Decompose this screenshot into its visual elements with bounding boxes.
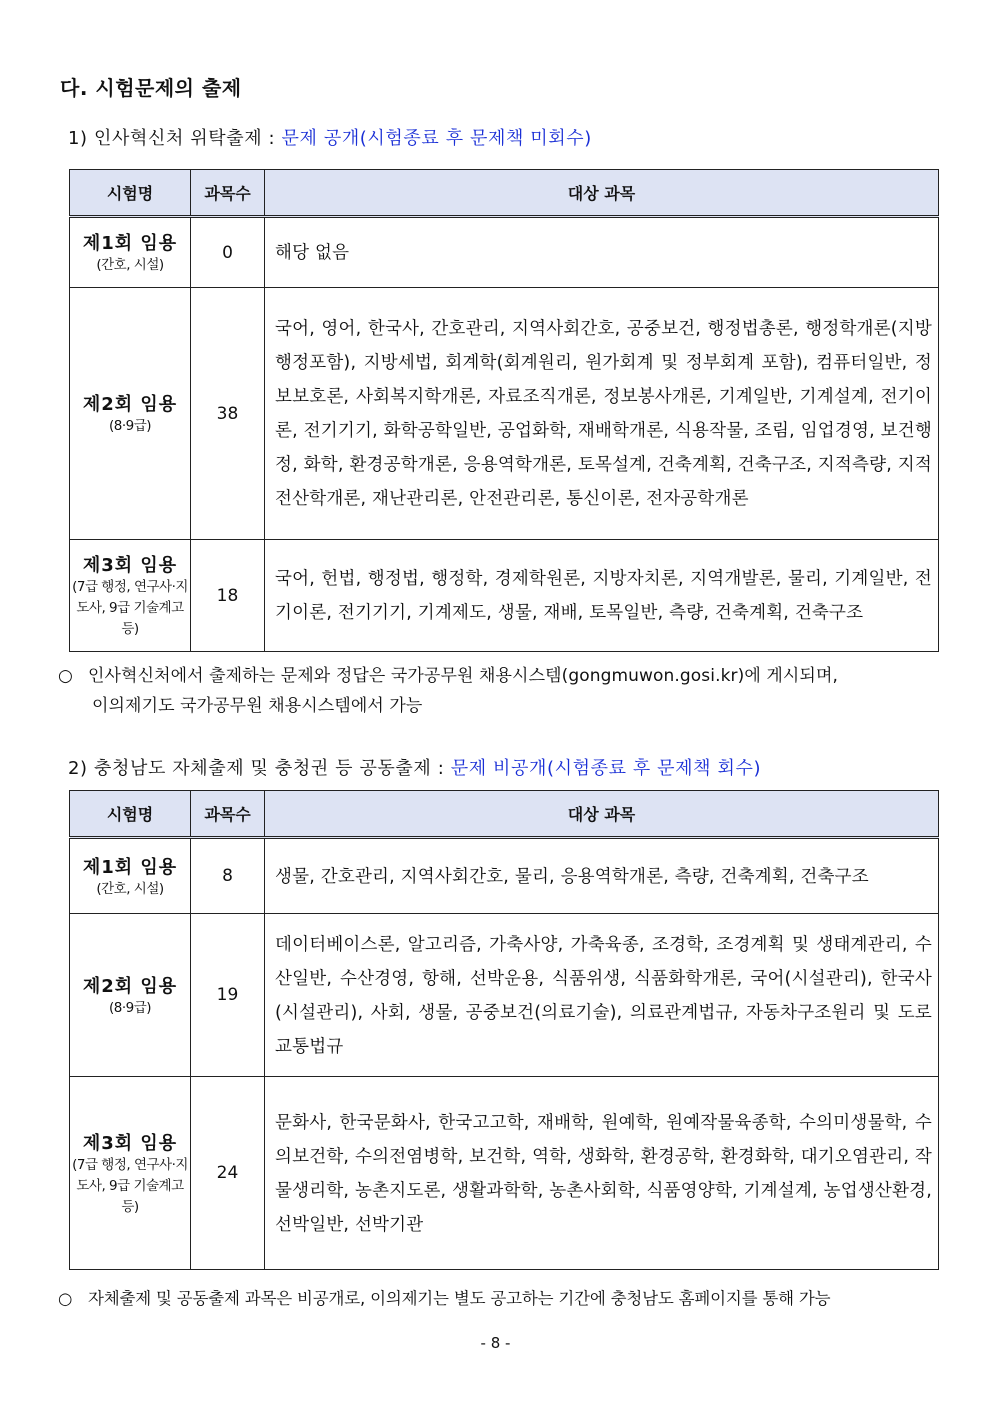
subject-count: 18 (191, 540, 265, 652)
section-title: 다. 시험문제의 출제 (60, 76, 242, 100)
table-row (70, 288, 939, 540)
exam-name: 제3회 임용 (82, 555, 178, 576)
subject-count: 8 (191, 838, 265, 914)
exam-name-cell (70, 1077, 191, 1270)
header-exam-name: 시험명 (70, 170, 191, 217)
part1-prefix: 1) 인사혁신처 위탁출제 : (68, 128, 282, 149)
table-row (70, 1077, 939, 1270)
exam-category: (7급 행정, 연구사·지도사, 9급 기술계고 등) (72, 1156, 188, 1215)
bullet-circle-icon: ○ (58, 1289, 73, 1308)
part1-highlight: 문제 공개(시험종료 후 문제책 미회수) (281, 128, 592, 149)
exam-name-cell (70, 540, 191, 652)
subject-list: 문화사, 한국문화사, 한국고고학, 재배학, 원예학, 원예작물육종학, 수의미생물학, 수의보건학, 수의전염병학, 보건학, 역학, 생화학, 환경공학, 환경화학, 대기오염관리, 작물생리학, 농촌지도론, 생활과학학, 농촌사회학, 식품영양학, 기계설계, 농업생산환경, 선박일반, 선박기관 (265, 1077, 939, 1270)
exam-name: 제1회 임용 (82, 233, 178, 254)
part2-heading (68, 754, 761, 780)
header-subjects: 대상 과목 (265, 170, 939, 217)
subject-list: 국어, 영어, 한국사, 간호관리, 지역사회간호, 공중보건, 행정법총론, 행정학개론(지방행정포함), 지방세법, 회계학(회계원리, 원가회계 및 정부회계 포함), 컴퓨터일반, 정보보호론, 사회복지학개론, 자료조직개론, 정보봉사개론, 기계일반, 기계설계, 전기이론, 전기기기, 화학공학일반, 공업화학, 재배학개론, 식용작물, 조림, 임업경영, 보건행정, 화학, 환경공학개론, 응용역학개론, 토목설계, 건축계획, 건축구조, 지적측량, 지적전산학개론, 재난관리론, 안전관리론, 통신이론, 전자공학개론 (265, 288, 939, 540)
exam-name: 제2회 임용 (82, 394, 178, 415)
table-header-row (70, 791, 939, 838)
subject-list: 데이터베이스론, 알고리즘, 가축사양, 가축육종, 조경학, 조경계획 및 생태계관리, 수산일반, 수산경영, 항해, 선박운용, 식품위생, 식품화학개론, 국어(시설관리), 한국사(시설관리), 사회, 생물, 공중보건(의료기술), 의료관계법규, 자동차구조원리 및 도로교통법규 (265, 914, 939, 1077)
note-line-1: 자체출제 및 공동출제 과목은 비공개로, 이의제기는 별도 공고하는 기간에 충청남도 홈페이지를 통해 가능 (88, 1289, 831, 1308)
exam-name: 제3회 임용 (82, 1132, 178, 1154)
bullet-circle-icon: ○ (58, 666, 73, 686)
exam-name: 제2회 임용 (82, 975, 178, 997)
header-subjects: 대상 과목 (265, 791, 939, 838)
subject-count: 0 (191, 217, 265, 288)
page-number: - 8 - (480, 1334, 511, 1352)
table-row (70, 838, 939, 914)
part1-note (58, 661, 948, 721)
table-row (70, 540, 939, 652)
table-row (70, 914, 939, 1077)
subject-list: 해당 없음 (265, 217, 939, 288)
note-line-1: 인사혁신처에서 출제하는 문제와 정답은 국가공무원 채용시스템(gongmuwon.gosi.kr)에 게시되며, (88, 666, 838, 686)
part1-heading (68, 124, 592, 150)
exam-name: 제1회 임용 (82, 856, 178, 878)
part2-table (69, 790, 939, 1270)
exam-category: (간호, 시설) (96, 880, 164, 897)
table-row (70, 217, 939, 288)
exam-category: (간호, 시설) (96, 257, 164, 273)
exam-category: (7급 행정, 연구사·지도사, 9급 기술계고 등) (72, 579, 188, 637)
part2-prefix: 2) 충청남도 자체출제 및 충청권 등 공동출제 : (68, 758, 451, 779)
subject-count: 19 (191, 914, 265, 1077)
part1-table (69, 169, 939, 652)
part2-note (58, 1284, 948, 1314)
note-line-2: 이의제기도 국가공무원 채용시스템에서 가능 (92, 696, 423, 716)
exam-category: (8·9급) (108, 418, 152, 434)
exam-name-cell (70, 288, 191, 540)
header-subject-count: 과목수 (191, 170, 265, 217)
header-exam-name: 시험명 (70, 791, 191, 838)
subject-list: 국어, 헌법, 행정법, 행정학, 경제학원론, 지방자치론, 지역개발론, 물리, 기계일반, 전기이론, 전기기기, 기계제도, 생물, 재배, 토목일반, 측량, 건축계획, 건축구조 (265, 540, 939, 652)
exam-category: (8·9급) (108, 999, 152, 1016)
subject-list: 생물, 간호관리, 지역사회간호, 물리, 응용역학개론, 측량, 건축계획, 건축구조 (265, 838, 939, 914)
table-header-row (70, 170, 939, 217)
subject-count: 38 (191, 288, 265, 540)
subject-count: 24 (191, 1077, 265, 1270)
exam-name-cell (70, 217, 191, 288)
header-subject-count: 과목수 (191, 791, 265, 838)
part2-highlight: 문제 비공개(시험종료 후 문제책 회수) (450, 758, 762, 779)
exam-name-cell (70, 914, 191, 1077)
exam-name-cell (70, 838, 191, 914)
